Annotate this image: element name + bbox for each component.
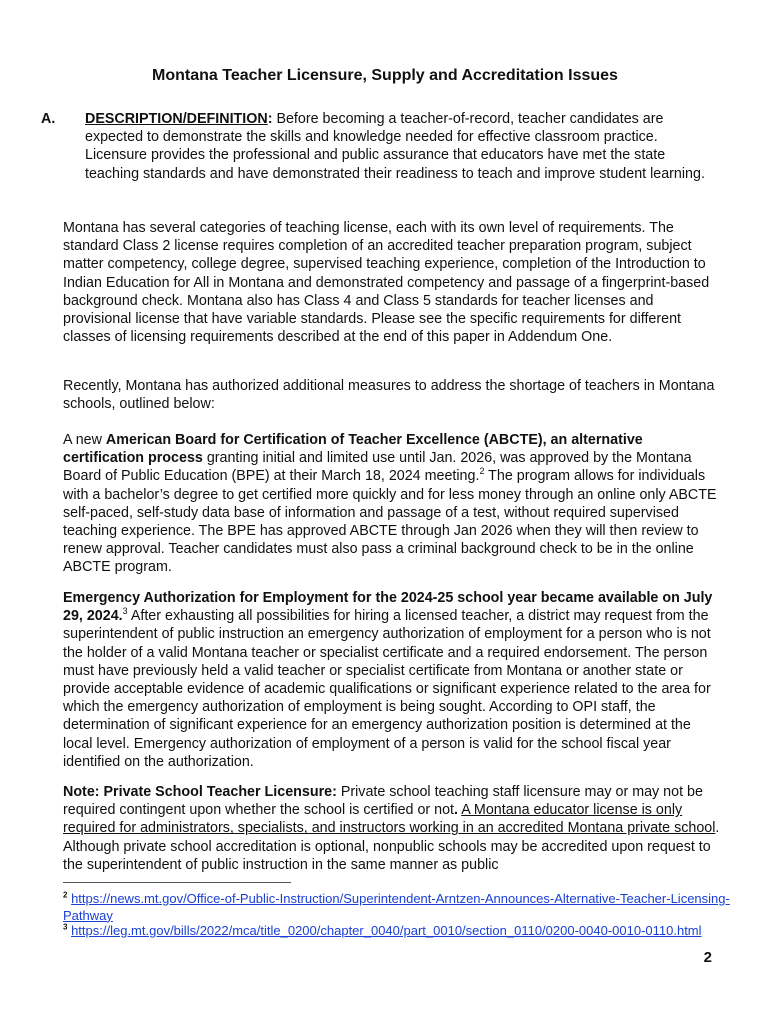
footnote-2-link[interactable]: https://news.mt.gov/Office-of-Public-Instruction/Superintendent-Arntzen-Announces-Alternative-Teacher-Licensing-Pathway [63, 891, 730, 923]
paragraph-recent-measures: Recently, Montana has authorized additional measures to address the shortage of teachers in Montana schools, outlined below: [63, 378, 715, 413]
abcte-lead: A new [63, 432, 106, 448]
page-title: Montana Teacher Licensure, Supply and Accreditation Issues [152, 67, 618, 84]
emergency-text: After exhausting all possibilities for hiring a licensed teacher, a district may request from the superintendent of public instruction an emergency authorization of employment for a person who is not the holder of a valid Montana teacher or specialist certificate and a required endorsement. The person must have previously held a valid teacher or specialist certificate from Montana or another state or provide acceptable evidence of academic qualifications or significant experience related to the area for which the emergency authorization of employment is being sought. According to OPI staff, the determination of significant experience for an emergency authorization position is determined at the local level. Emergency authorization of employment of a person is valid for the school fiscal year identified on the authorization. [63, 608, 711, 770]
paragraph-emergency-authorization [63, 589, 723, 771]
private-school-text-1: Private school teaching staff licensure may or may not be required contingent upon whether the school is certified or not [63, 784, 703, 819]
section-a-heading: DESCRIPTION/DEFINITION [85, 111, 268, 127]
footnote-3 [63, 923, 743, 940]
abcte-bold: American Board for Certification of Teacher Excellence (ABCTE), an alternative certification process [63, 432, 643, 467]
paragraph-private-school [63, 783, 723, 874]
footnote-2 [63, 891, 743, 924]
footnote-3-number: 3 [63, 922, 68, 932]
emergency-bold: Emergency Authorization for Employment for the 2024-25 school year became available on July 29, 2024. [63, 590, 713, 625]
footnote-3-link[interactable]: https://leg.mt.gov/bills/2022/mca/title_0200/chapter_0040/part_0010/section_0110/0200-0040-0010-0110.html [71, 923, 702, 938]
footnote-divider [63, 882, 291, 883]
section-a-text: Before becoming a teacher-of-record, teacher candidates are expected to demonstrate the skills and knowledge needed for effective classroom practice. Licensure provides the professional and public assurance that educators have met the state teaching standards and have demonstrated their readiness to teach and improve student learning. [85, 111, 705, 182]
abcte-text-2: The program allows for individuals with a bachelor’s degree to get certified more quickly and for less money through an online only ABCTE self-paced, self-study data base of information and passage of a test, without required supervised teaching experience. The BPE has approved ABCTE through Jan 2026 when they will then review to renew approval. Teacher candidates must also pass a criminal background check to be in the online ABCTE program. [63, 468, 717, 576]
footnote-2-number: 2 [63, 890, 68, 900]
footnote-ref-2[interactable]: 2 [479, 466, 485, 477]
paragraph-abcte [63, 431, 723, 577]
paragraph-license-categories: Montana has several categories of teaching license, each with its own level of requirements. The standard Class 2 license requires completion of an accredited teacher preparation program, subject matter competency, college degree, supervised teaching experience, completion of the Introduction to Indian Education for All in Montana and demonstrated competency and passage of a fingerprint-based background check. Montana also has Class 4 and Class 5 standards for teacher licenses and provisional license that have variable standards. Please see the specific requirements for different classes of licensing requirements described at the end of this paper in Addendum One. [63, 220, 710, 346]
section-a [41, 110, 723, 183]
private-school-underlined: A Montana educator license is only required for administrators, specialists, and instructors working in an accredited Montana private school [63, 802, 716, 837]
footnote-ref-3[interactable]: 3 [122, 606, 128, 617]
section-a-body [41, 110, 723, 183]
private-school-bold: Note: Private School Teacher Licensure: [63, 784, 337, 800]
section-a-colon: : [267, 111, 273, 127]
abcte-text-1: granting initial and limited use until Jan. 2026, was approved by the Montana Board of Public Education (BPE) at their March 18, 2024 meeting. [63, 450, 692, 485]
section-a-label: A. [41, 111, 56, 127]
private-school-text-2: . Although private school accreditation is optional, nonpublic schools may be accredited upon request to the superintendent of public instruction in the same manner as public [63, 820, 720, 873]
page-number: 2 [703, 949, 712, 966]
private-school-period: . [454, 802, 459, 819]
